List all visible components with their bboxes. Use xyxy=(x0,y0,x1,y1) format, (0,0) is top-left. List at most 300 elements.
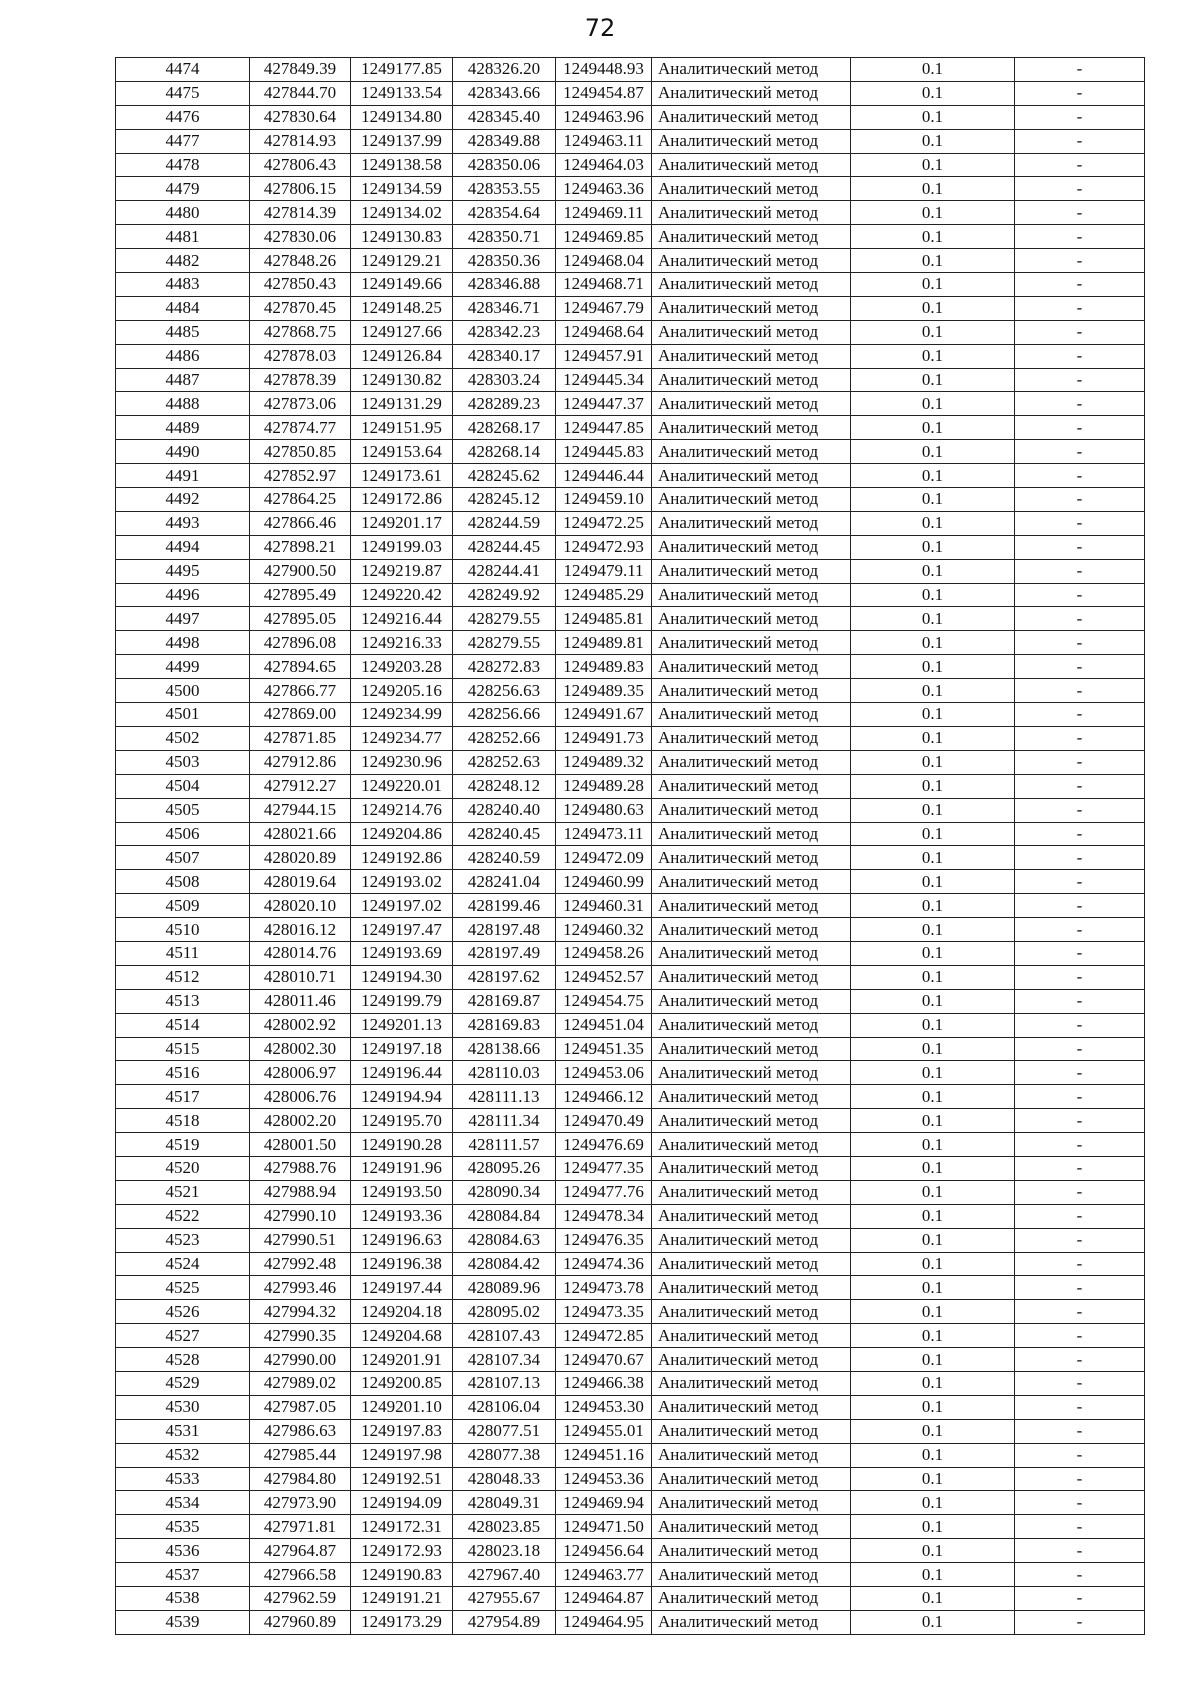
y1-cell: 1249153.64 xyxy=(351,440,453,464)
y1-cell: 1249234.99 xyxy=(351,703,453,727)
y1-cell: 1249204.18 xyxy=(351,1300,453,1324)
y1-cell: 1249204.68 xyxy=(351,1324,453,1348)
y2-cell: 1249445.83 xyxy=(556,440,652,464)
x1-cell: 427987.05 xyxy=(250,1395,351,1419)
y1-cell: 1249219.87 xyxy=(351,559,453,583)
method-cell: Аналитический метод xyxy=(652,129,851,153)
x1-cell: 427984.80 xyxy=(250,1467,351,1491)
table-row xyxy=(116,607,1145,631)
x1-cell: 427814.39 xyxy=(250,201,351,225)
y2-cell: 1249473.35 xyxy=(556,1300,652,1324)
note-cell: - xyxy=(1015,273,1145,297)
accuracy-cell: 0.1 xyxy=(851,273,1015,297)
y2-cell: 1249455.01 xyxy=(556,1419,652,1443)
x1-cell: 427895.05 xyxy=(250,607,351,631)
note-cell: - xyxy=(1015,1443,1145,1467)
table-row xyxy=(116,344,1145,368)
accuracy-cell: 0.1 xyxy=(851,703,1015,727)
table-row xyxy=(116,511,1145,535)
y2-cell: 1249445.34 xyxy=(556,368,652,392)
method-cell: Аналитический метод xyxy=(652,1204,851,1228)
point-number-cell: 4531 xyxy=(116,1419,250,1443)
method-cell: Аналитический метод xyxy=(652,989,851,1013)
accuracy-cell: 0.1 xyxy=(851,1300,1015,1324)
point-number-cell: 4474 xyxy=(116,58,250,82)
y1-cell: 1249172.93 xyxy=(351,1539,453,1563)
note-cell: - xyxy=(1015,846,1145,870)
table-row xyxy=(116,368,1145,392)
point-number-cell: 4526 xyxy=(116,1300,250,1324)
y1-cell: 1249197.83 xyxy=(351,1419,453,1443)
point-number-cell: 4516 xyxy=(116,1061,250,1085)
accuracy-cell: 0.1 xyxy=(851,105,1015,129)
point-number-cell: 4492 xyxy=(116,488,250,512)
y2-cell: 1249460.32 xyxy=(556,918,652,942)
y1-cell: 1249151.95 xyxy=(351,416,453,440)
method-cell: Аналитический метод xyxy=(652,583,851,607)
x2-cell: 428345.40 xyxy=(453,105,556,129)
note-cell: - xyxy=(1015,1204,1145,1228)
y2-cell: 1249454.87 xyxy=(556,81,652,105)
accuracy-cell: 0.1 xyxy=(851,894,1015,918)
note-cell: - xyxy=(1015,989,1145,1013)
point-number-cell: 4512 xyxy=(116,965,250,989)
x2-cell: 428241.04 xyxy=(453,870,556,894)
y2-cell: 1249477.35 xyxy=(556,1156,652,1180)
y2-cell: 1249453.36 xyxy=(556,1467,652,1491)
x2-cell: 428110.03 xyxy=(453,1061,556,1085)
method-cell: Аналитический метод xyxy=(652,273,851,297)
point-number-cell: 4477 xyxy=(116,129,250,153)
method-cell: Аналитический метод xyxy=(652,1180,851,1204)
table-row xyxy=(116,941,1145,965)
y2-cell: 1249491.67 xyxy=(556,703,652,727)
method-cell: Аналитический метод xyxy=(652,631,851,655)
y1-cell: 1249192.86 xyxy=(351,846,453,870)
table-row xyxy=(116,679,1145,703)
note-cell: - xyxy=(1015,1180,1145,1204)
x1-cell: 427866.77 xyxy=(250,679,351,703)
y1-cell: 1249177.85 xyxy=(351,58,453,82)
x2-cell: 428023.18 xyxy=(453,1539,556,1563)
table-row xyxy=(116,583,1145,607)
method-cell: Аналитический метод xyxy=(652,1252,851,1276)
accuracy-cell: 0.1 xyxy=(851,225,1015,249)
note-cell: - xyxy=(1015,105,1145,129)
accuracy-cell: 0.1 xyxy=(851,750,1015,774)
x1-cell: 428011.46 xyxy=(250,989,351,1013)
table-row xyxy=(116,1300,1145,1324)
table-row xyxy=(116,1467,1145,1491)
x1-cell: 428020.89 xyxy=(250,846,351,870)
x1-cell: 427873.06 xyxy=(250,392,351,416)
note-cell: - xyxy=(1015,129,1145,153)
x2-cell: 428256.66 xyxy=(453,703,556,727)
method-cell: Аналитический метод xyxy=(652,1539,851,1563)
accuracy-cell: 0.1 xyxy=(851,440,1015,464)
y1-cell: 1249131.29 xyxy=(351,392,453,416)
accuracy-cell: 0.1 xyxy=(851,488,1015,512)
table-row xyxy=(116,726,1145,750)
table-row xyxy=(116,153,1145,177)
x1-cell: 427990.00 xyxy=(250,1348,351,1372)
x1-cell: 427988.76 xyxy=(250,1156,351,1180)
y1-cell: 1249190.28 xyxy=(351,1133,453,1157)
method-cell: Аналитический метод xyxy=(652,249,851,273)
note-cell: - xyxy=(1015,1348,1145,1372)
method-cell: Аналитический метод xyxy=(652,1348,851,1372)
point-number-cell: 4486 xyxy=(116,344,250,368)
x1-cell: 427894.65 xyxy=(250,655,351,679)
y2-cell: 1249474.36 xyxy=(556,1252,652,1276)
note-cell: - xyxy=(1015,1610,1145,1634)
point-number-cell: 4509 xyxy=(116,894,250,918)
accuracy-cell: 0.1 xyxy=(851,1085,1015,1109)
accuracy-cell: 0.1 xyxy=(851,1371,1015,1395)
x1-cell: 427944.15 xyxy=(250,798,351,822)
table-row xyxy=(116,1610,1145,1634)
table-row xyxy=(116,1539,1145,1563)
method-cell: Аналитический метод xyxy=(652,81,851,105)
y1-cell: 1249173.29 xyxy=(351,1610,453,1634)
x1-cell: 427878.39 xyxy=(250,368,351,392)
note-cell: - xyxy=(1015,1324,1145,1348)
x2-cell: 428326.20 xyxy=(453,58,556,82)
accuracy-cell: 0.1 xyxy=(851,368,1015,392)
table-row xyxy=(116,1395,1145,1419)
x1-cell: 427973.90 xyxy=(250,1491,351,1515)
accuracy-cell: 0.1 xyxy=(851,464,1015,488)
note-cell: - xyxy=(1015,488,1145,512)
method-cell: Аналитический метод xyxy=(652,655,851,679)
x1-cell: 427871.85 xyxy=(250,726,351,750)
table-row xyxy=(116,58,1145,82)
y2-cell: 1249460.31 xyxy=(556,894,652,918)
method-cell: Аналитический метод xyxy=(652,392,851,416)
y1-cell: 1249201.17 xyxy=(351,511,453,535)
note-cell: - xyxy=(1015,416,1145,440)
x1-cell: 428019.64 xyxy=(250,870,351,894)
accuracy-cell: 0.1 xyxy=(851,1252,1015,1276)
note-cell: - xyxy=(1015,1539,1145,1563)
point-number-cell: 4481 xyxy=(116,225,250,249)
coordinates-table xyxy=(115,57,1145,1635)
note-cell: - xyxy=(1015,559,1145,583)
point-number-cell: 4517 xyxy=(116,1085,250,1109)
point-number-cell: 4500 xyxy=(116,679,250,703)
point-number-cell: 4498 xyxy=(116,631,250,655)
x2-cell: 428272.83 xyxy=(453,655,556,679)
note-cell: - xyxy=(1015,1419,1145,1443)
point-number-cell: 4539 xyxy=(116,1610,250,1634)
method-cell: Аналитический метод xyxy=(652,918,851,942)
x2-cell: 428049.31 xyxy=(453,1491,556,1515)
x1-cell: 427852.97 xyxy=(250,464,351,488)
note-cell: - xyxy=(1015,1563,1145,1587)
point-number-cell: 4490 xyxy=(116,440,250,464)
method-cell: Аналитический метод xyxy=(652,416,851,440)
method-cell: Аналитический метод xyxy=(652,1467,851,1491)
table-row xyxy=(116,177,1145,201)
point-number-cell: 4476 xyxy=(116,105,250,129)
x1-cell: 427806.43 xyxy=(250,153,351,177)
point-number-cell: 4505 xyxy=(116,798,250,822)
method-cell: Аналитический метод xyxy=(652,105,851,129)
x2-cell: 428303.24 xyxy=(453,368,556,392)
x1-cell: 427912.27 xyxy=(250,774,351,798)
x1-cell: 427830.06 xyxy=(250,225,351,249)
y1-cell: 1249220.42 xyxy=(351,583,453,607)
point-number-cell: 4494 xyxy=(116,535,250,559)
table-row xyxy=(116,201,1145,225)
x1-cell: 427994.32 xyxy=(250,1300,351,1324)
point-number-cell: 4489 xyxy=(116,416,250,440)
y2-cell: 1249489.28 xyxy=(556,774,652,798)
y2-cell: 1249464.95 xyxy=(556,1610,652,1634)
y1-cell: 1249129.21 xyxy=(351,249,453,273)
y1-cell: 1249191.96 xyxy=(351,1156,453,1180)
point-number-cell: 4510 xyxy=(116,918,250,942)
method-cell: Аналитический метод xyxy=(652,1610,851,1634)
x2-cell: 428248.12 xyxy=(453,774,556,798)
method-cell: Аналитический метод xyxy=(652,1085,851,1109)
y2-cell: 1249476.35 xyxy=(556,1228,652,1252)
note-cell: - xyxy=(1015,58,1145,82)
point-number-cell: 4525 xyxy=(116,1276,250,1300)
accuracy-cell: 0.1 xyxy=(851,1587,1015,1611)
point-number-cell: 4496 xyxy=(116,583,250,607)
point-number-cell: 4488 xyxy=(116,392,250,416)
y2-cell: 1249452.57 xyxy=(556,965,652,989)
y1-cell: 1249193.36 xyxy=(351,1204,453,1228)
accuracy-cell: 0.1 xyxy=(851,1013,1015,1037)
y2-cell: 1249480.63 xyxy=(556,798,652,822)
x1-cell: 427874.77 xyxy=(250,416,351,440)
method-cell: Аналитический метод xyxy=(652,344,851,368)
y1-cell: 1249199.79 xyxy=(351,989,453,1013)
y1-cell: 1249205.16 xyxy=(351,679,453,703)
method-cell: Аналитический метод xyxy=(652,846,851,870)
y1-cell: 1249197.44 xyxy=(351,1276,453,1300)
y2-cell: 1249469.85 xyxy=(556,225,652,249)
accuracy-cell: 0.1 xyxy=(851,81,1015,105)
point-number-cell: 4480 xyxy=(116,201,250,225)
y1-cell: 1249138.58 xyxy=(351,153,453,177)
accuracy-cell: 0.1 xyxy=(851,320,1015,344)
note-cell: - xyxy=(1015,1013,1145,1037)
x2-cell: 428077.51 xyxy=(453,1419,556,1443)
point-number-cell: 4487 xyxy=(116,368,250,392)
y1-cell: 1249200.85 xyxy=(351,1371,453,1395)
accuracy-cell: 0.1 xyxy=(851,607,1015,631)
note-cell: - xyxy=(1015,81,1145,105)
x1-cell: 427988.94 xyxy=(250,1180,351,1204)
x2-cell: 428244.59 xyxy=(453,511,556,535)
note-cell: - xyxy=(1015,1276,1145,1300)
table-body xyxy=(116,58,1145,1635)
table-row xyxy=(116,320,1145,344)
accuracy-cell: 0.1 xyxy=(851,870,1015,894)
point-number-cell: 4475 xyxy=(116,81,250,105)
y2-cell: 1249468.64 xyxy=(556,320,652,344)
accuracy-cell: 0.1 xyxy=(851,58,1015,82)
y2-cell: 1249463.36 xyxy=(556,177,652,201)
x2-cell: 428048.33 xyxy=(453,1467,556,1491)
method-cell: Аналитический метод xyxy=(652,1133,851,1157)
point-number-cell: 4478 xyxy=(116,153,250,177)
accuracy-cell: 0.1 xyxy=(851,1443,1015,1467)
method-cell: Аналитический метод xyxy=(652,1300,851,1324)
table-row xyxy=(116,535,1145,559)
x2-cell: 428090.34 xyxy=(453,1180,556,1204)
accuracy-cell: 0.1 xyxy=(851,416,1015,440)
point-number-cell: 4491 xyxy=(116,464,250,488)
accuracy-cell: 0.1 xyxy=(851,344,1015,368)
accuracy-cell: 0.1 xyxy=(851,918,1015,942)
x2-cell: 428084.84 xyxy=(453,1204,556,1228)
accuracy-cell: 0.1 xyxy=(851,1491,1015,1515)
table-row xyxy=(116,1037,1145,1061)
method-cell: Аналитический метод xyxy=(652,153,851,177)
accuracy-cell: 0.1 xyxy=(851,1204,1015,1228)
point-number-cell: 4497 xyxy=(116,607,250,631)
table-row xyxy=(116,918,1145,942)
x2-cell: 428169.83 xyxy=(453,1013,556,1037)
x2-cell: 428089.96 xyxy=(453,1276,556,1300)
table-row xyxy=(116,1324,1145,1348)
note-cell: - xyxy=(1015,1395,1145,1419)
method-cell: Аналитический метод xyxy=(652,1419,851,1443)
note-cell: - xyxy=(1015,1085,1145,1109)
accuracy-cell: 0.1 xyxy=(851,655,1015,679)
y1-cell: 1249196.44 xyxy=(351,1061,453,1085)
x1-cell: 427964.87 xyxy=(250,1539,351,1563)
y1-cell: 1249173.61 xyxy=(351,464,453,488)
y2-cell: 1249491.73 xyxy=(556,726,652,750)
y1-cell: 1249197.18 xyxy=(351,1037,453,1061)
accuracy-cell: 0.1 xyxy=(851,679,1015,703)
accuracy-cell: 0.1 xyxy=(851,249,1015,273)
x1-cell: 427992.48 xyxy=(250,1252,351,1276)
table-row xyxy=(116,1371,1145,1395)
y1-cell: 1249197.98 xyxy=(351,1443,453,1467)
y2-cell: 1249456.64 xyxy=(556,1539,652,1563)
accuracy-cell: 0.1 xyxy=(851,1395,1015,1419)
y2-cell: 1249463.96 xyxy=(556,105,652,129)
accuracy-cell: 0.1 xyxy=(851,153,1015,177)
method-cell: Аналитический метод xyxy=(652,58,851,82)
x2-cell: 428244.41 xyxy=(453,559,556,583)
accuracy-cell: 0.1 xyxy=(851,989,1015,1013)
x2-cell: 428279.55 xyxy=(453,631,556,655)
method-cell: Аналитический метод xyxy=(652,440,851,464)
x2-cell: 428279.55 xyxy=(453,607,556,631)
note-cell: - xyxy=(1015,1252,1145,1276)
accuracy-cell: 0.1 xyxy=(851,129,1015,153)
point-number-cell: 4523 xyxy=(116,1228,250,1252)
method-cell: Аналитический метод xyxy=(652,1276,851,1300)
y2-cell: 1249473.78 xyxy=(556,1276,652,1300)
y1-cell: 1249130.82 xyxy=(351,368,453,392)
y2-cell: 1249464.03 xyxy=(556,153,652,177)
point-number-cell: 4484 xyxy=(116,296,250,320)
x2-cell: 428240.59 xyxy=(453,846,556,870)
table-row xyxy=(116,1515,1145,1539)
x1-cell: 427850.43 xyxy=(250,273,351,297)
point-number-cell: 4537 xyxy=(116,1563,250,1587)
x2-cell: 428245.12 xyxy=(453,488,556,512)
y1-cell: 1249137.99 xyxy=(351,129,453,153)
x2-cell: 428350.71 xyxy=(453,225,556,249)
x2-cell: 428289.23 xyxy=(453,392,556,416)
accuracy-cell: 0.1 xyxy=(851,846,1015,870)
point-number-cell: 4530 xyxy=(116,1395,250,1419)
table-row xyxy=(116,989,1145,1013)
x2-cell: 428240.45 xyxy=(453,822,556,846)
table-row xyxy=(116,105,1145,129)
y1-cell: 1249148.25 xyxy=(351,296,453,320)
x1-cell: 427869.00 xyxy=(250,703,351,727)
x2-cell: 428350.06 xyxy=(453,153,556,177)
y1-cell: 1249126.84 xyxy=(351,344,453,368)
y1-cell: 1249214.76 xyxy=(351,798,453,822)
accuracy-cell: 0.1 xyxy=(851,1133,1015,1157)
y1-cell: 1249199.03 xyxy=(351,535,453,559)
table-row xyxy=(116,1061,1145,1085)
x1-cell: 427864.25 xyxy=(250,488,351,512)
y1-cell: 1249134.02 xyxy=(351,201,453,225)
method-cell: Аналитический метод xyxy=(652,774,851,798)
accuracy-cell: 0.1 xyxy=(851,392,1015,416)
accuracy-cell: 0.1 xyxy=(851,583,1015,607)
table-row xyxy=(116,798,1145,822)
note-cell: - xyxy=(1015,1133,1145,1157)
note-cell: - xyxy=(1015,535,1145,559)
x1-cell: 427866.46 xyxy=(250,511,351,535)
x1-cell: 428001.50 xyxy=(250,1133,351,1157)
y2-cell: 1249485.81 xyxy=(556,607,652,631)
note-cell: - xyxy=(1015,464,1145,488)
accuracy-cell: 0.1 xyxy=(851,822,1015,846)
method-cell: Аналитический метод xyxy=(652,822,851,846)
accuracy-cell: 0.1 xyxy=(851,631,1015,655)
x1-cell: 428002.20 xyxy=(250,1109,351,1133)
accuracy-cell: 0.1 xyxy=(851,296,1015,320)
accuracy-cell: 0.1 xyxy=(851,535,1015,559)
note-cell: - xyxy=(1015,296,1145,320)
y1-cell: 1249130.83 xyxy=(351,225,453,249)
x2-cell: 428138.66 xyxy=(453,1037,556,1061)
y1-cell: 1249172.86 xyxy=(351,488,453,512)
y2-cell: 1249472.93 xyxy=(556,535,652,559)
y1-cell: 1249203.28 xyxy=(351,655,453,679)
y2-cell: 1249463.77 xyxy=(556,1563,652,1587)
table-row xyxy=(116,296,1145,320)
x2-cell: 428252.66 xyxy=(453,726,556,750)
table-row xyxy=(116,631,1145,655)
y2-cell: 1249447.37 xyxy=(556,392,652,416)
accuracy-cell: 0.1 xyxy=(851,1228,1015,1252)
note-cell: - xyxy=(1015,1491,1145,1515)
note-cell: - xyxy=(1015,440,1145,464)
y2-cell: 1249446.44 xyxy=(556,464,652,488)
x2-cell: 428249.92 xyxy=(453,583,556,607)
table-row xyxy=(116,129,1145,153)
x1-cell: 428002.92 xyxy=(250,1013,351,1037)
table-row xyxy=(116,1443,1145,1467)
method-cell: Аналитический метод xyxy=(652,1061,851,1085)
note-cell: - xyxy=(1015,1109,1145,1133)
